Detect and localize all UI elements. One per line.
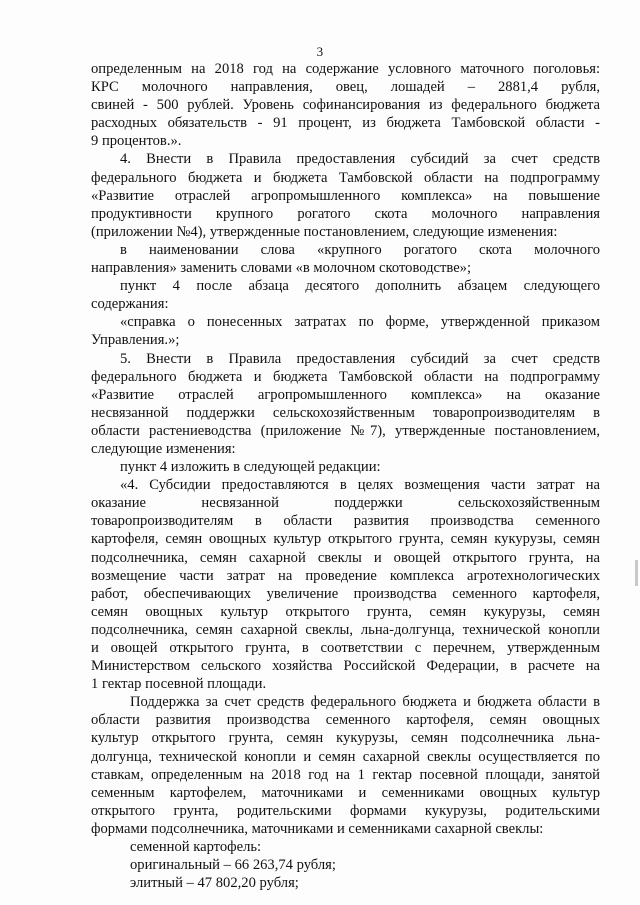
text-line: и овощей открытого грунта, в соответствии с перечнем, утвержденным [91,640,600,656]
text-line: области растениеводства (приложение №7), утвержденные постановлением, [91,422,600,439]
text-line: Поддержка за счет средств федерального бюджета и бюджета области в [130,694,600,711]
text-line: пункт 4 после абзаца десятого дополнить абзацем следующего [120,278,600,295]
text-line: оказание несвязанной поддержки сельскохозяйственным [91,495,600,512]
text-line: следующие изменения: [91,440,236,457]
text-line: Управления.»; [91,332,180,349]
text-line: элитный – 47 802,20 рубля; [130,875,299,892]
text-line: Министерством сельского хозяйства Российской Федерации, в расчете на [91,658,600,675]
text-line: 1 гектар посевной площади. [91,676,267,693]
text-line: 9 процентов.». [91,133,182,150]
text-line: федерального бюджета и бюджета Тамбовской области на подпрограмму [91,169,600,186]
document-body [91,60,600,892]
text-line: картофеля, семян овощных культур открытого грунта, семян кукурузы, семян [91,531,600,548]
text-line: «Развитие отраслей агропромышленного комплекса» на оказание [91,386,600,403]
text-line: содержания: [91,296,169,313]
text-line: направления» заменить словами «в молочном скотоводстве»; [91,260,472,277]
text-line: открытого грунта, родительскими формами кукурузы, родительскими [91,802,600,819]
text-line: несвязанной поддержки сельскохозяйственным товаропроизводителям в [91,404,600,421]
text-line: семенным картофелем, маточниками и семенниками овощных культур [91,784,600,801]
scan-edge-mark [635,560,638,586]
text-line: возмещение части затрат на проведение комплекса агротехнологических [91,567,600,584]
text-line: ставкам, определенным на 2018 год на 1 гектар посевной площади, занятой [91,766,600,783]
text-line: КРС молочного направления, овец, лошадей – 2881,4 рубля, [91,79,600,96]
text-line: свиней - 500 рублей. Уровень софинансирования из федерального бюджета [91,97,600,114]
text-line: 5. Внести в Правила предоставления субсидий за счет средств [120,350,600,367]
text-line: области развития производства семенного картофеля, семян овощных [91,712,600,729]
text-line: «справка о понесенных затратах по форме, утвержденной приказом [120,314,600,331]
text-line: оригинальный – 66 263,74 рубля; [130,857,336,874]
text-line: федерального бюджета и бюджета Тамбовской области на подпрограмму [91,368,600,385]
text-line: «4. Субсидии предоставляются в целях возмещения части затрат на [120,477,600,494]
text-line: продуктивности крупного рогатого скота молочного направления [91,205,600,222]
text-line: семян овощных культур открытого грунта, семян кукурузы, семян [91,603,600,620]
page-number: 3 [316,44,324,59]
text-line: 4. Внести в Правила предоставления субсидий за счет средств [120,151,600,168]
text-line: «Развитие отраслей агропромышленного комплекса» на повышение [91,187,600,204]
text-line: в наименовании слова «крупного рогатого скота молочного [120,241,600,258]
text-line: работ, обеспечивающих увеличение производства семенного картофеля, [91,585,600,602]
text-line: товаропроизводителям в области развития производства семенного [91,513,600,530]
text-line: долгунца, технической конопли и семян сахарной свеклы осуществляется по [91,748,600,765]
text-line: пункт 4 изложить в следующей редакции: [120,459,381,476]
text-line: (приложении №4), утвержденные постановлением, следующие изменения: [91,223,558,240]
text-line: расходных обязательств - 91 процент, из бюджета Тамбовской области - [91,115,600,132]
text-line: определенным на 2018 год на содержание условного маточного поголовья: [91,61,600,77]
text-line: подсолнечника, семян сахарной свеклы и овощей открытого грунта, на [91,549,600,566]
text-line: семенной картофель: [130,839,262,856]
text-line: формами подсолнечника, маточниками и семенниками сахарной свеклы: [91,820,544,837]
text-line: культур открытого грунта, семян кукурузы, семян подсолнечника льна- [91,730,600,747]
text-line: подсолнечника, семян сахарной свеклы, льна-долгунца, технической конопли [91,621,600,638]
